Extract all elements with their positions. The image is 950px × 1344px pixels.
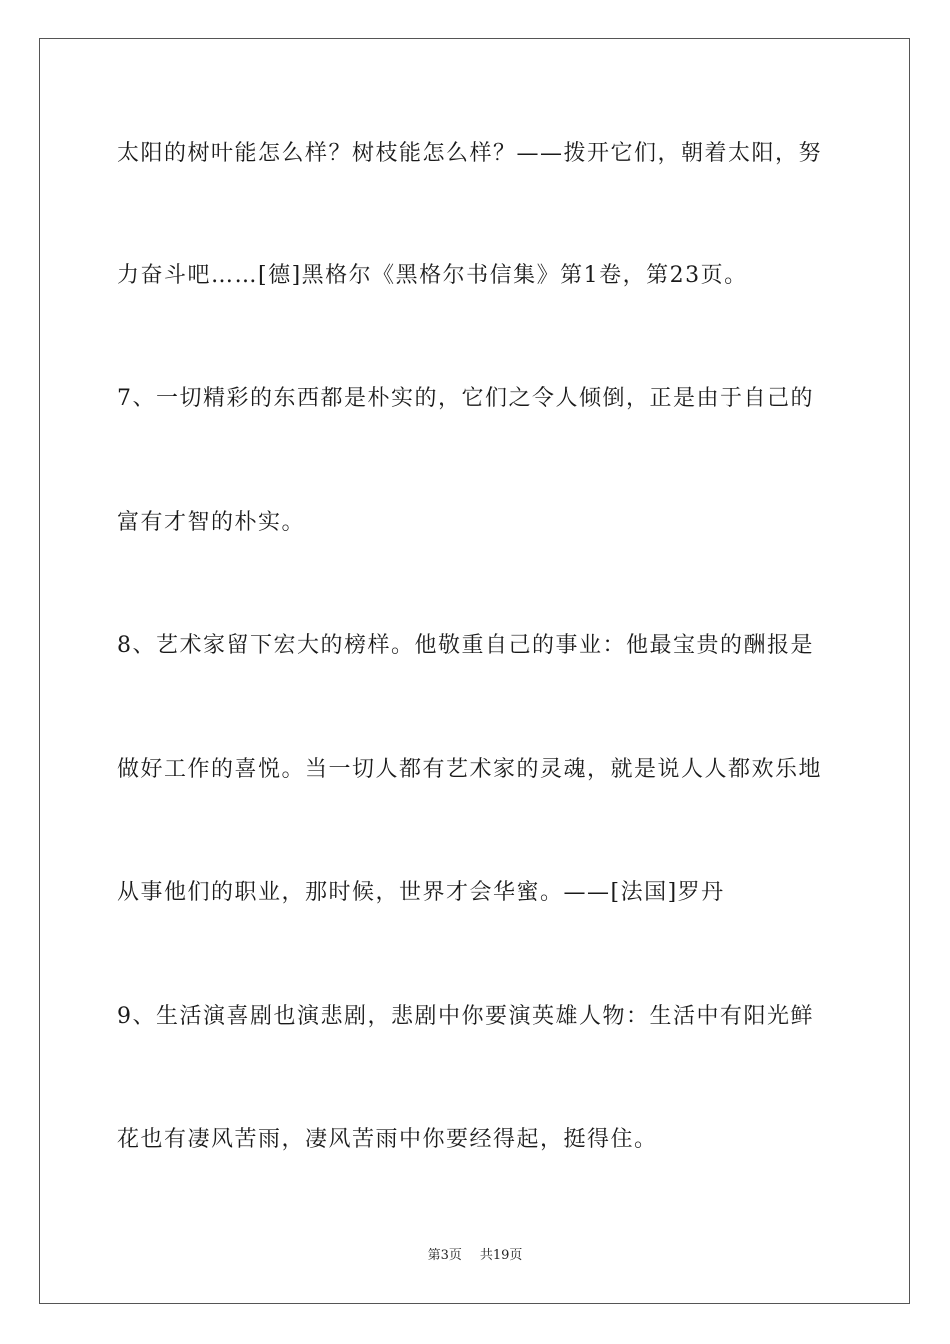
page-footer xyxy=(0,1247,950,1265)
body-line-2: 力奋斗吧……[德]黑格尔《黑格尔书信集》第1卷，第23页。 xyxy=(117,263,748,288)
page-frame xyxy=(39,38,910,1304)
page-number: 第3页 xyxy=(427,1248,462,1263)
body-line-5: 8、艺术家留下宏大的榜样。他敬重自己的事业：他最宝贵的酬报是 xyxy=(117,633,814,658)
body-line-1: 太阳的树叶能怎么样？树枝能怎么样？——拨开它们，朝着太阳，努 xyxy=(117,141,823,166)
page-total: 共19页 xyxy=(479,1248,523,1263)
body-line-7: 从事他们的职业，那时候，世界才会华蜜。——[法国]罗丹 xyxy=(117,880,725,905)
body-line-3: 7、一切精彩的东西都是朴实的，它们之令人倾倒，正是由于自己的 xyxy=(117,386,814,411)
body-line-4: 富有才智的朴实。 xyxy=(117,510,306,535)
body-line-6: 做好工作的喜悦。当一切人都有艺术家的灵魂，就是说人人都欢乐地 xyxy=(117,757,823,782)
body-line-9: 花也有凄风苦雨，凄风苦雨中你要经得起，挺得住。 xyxy=(117,1127,658,1152)
body-line-8: 9、生活演喜剧也演悲剧，悲剧中你要演英雄人物：生活中有阳光鲜 xyxy=(117,1004,814,1029)
